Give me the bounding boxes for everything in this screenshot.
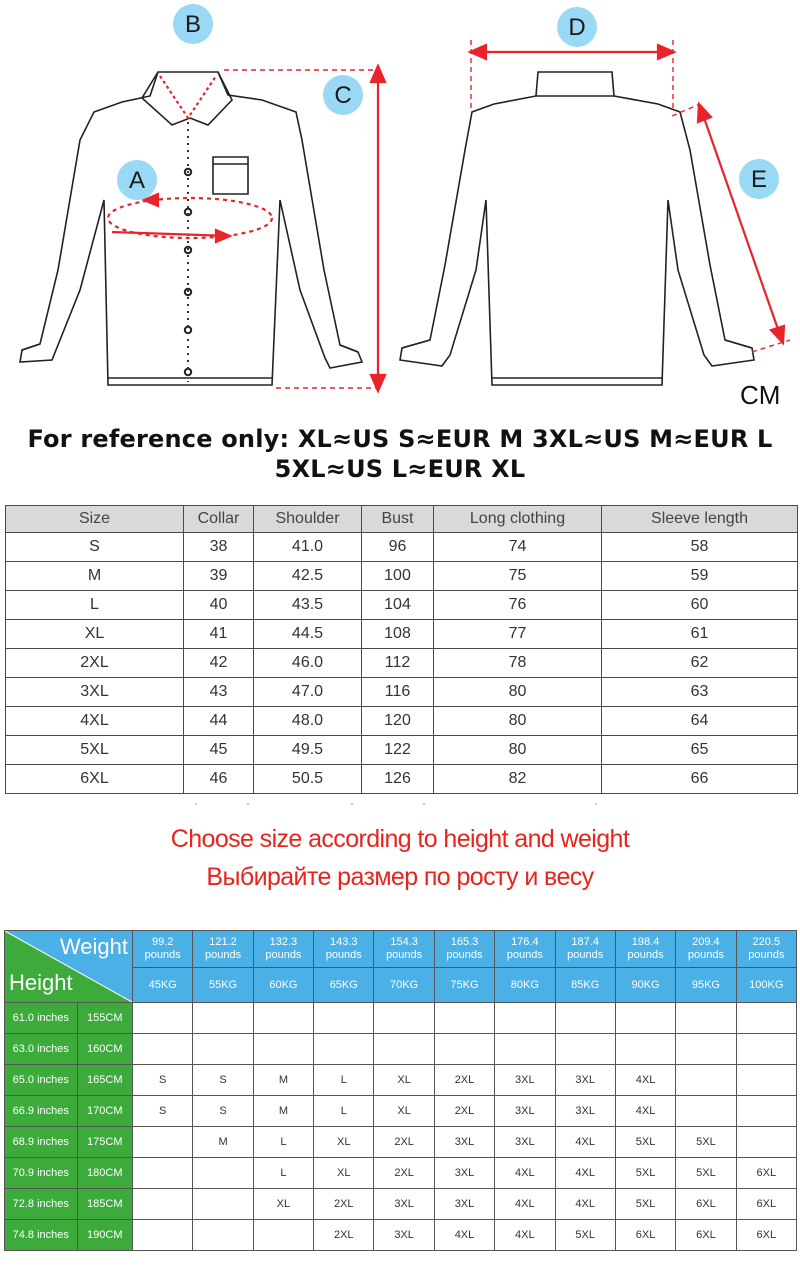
- table-cell: 59: [602, 562, 798, 591]
- pounds-value: 209.4: [692, 936, 720, 948]
- table-cell: 100: [362, 562, 434, 591]
- size-cell: [676, 1096, 736, 1127]
- col-header-size: Size: [6, 506, 184, 533]
- table-cell: 122: [362, 736, 434, 765]
- size-cell: [736, 1096, 796, 1127]
- marker-a: [117, 160, 157, 200]
- height-cm-cell: 170CM: [77, 1096, 132, 1127]
- height-inches-cell: 72.8 inches: [5, 1189, 78, 1220]
- table-cell: 41: [184, 620, 254, 649]
- table-row: [5, 1189, 797, 1220]
- table-cell: 61: [602, 620, 798, 649]
- size-cell: [555, 1003, 615, 1034]
- weight-kg-cell: 85KG: [555, 968, 615, 1003]
- size-cell: 3XL: [374, 1189, 434, 1220]
- table-row: [5, 1065, 797, 1096]
- pounds-unit: pounds: [446, 949, 483, 961]
- height-weight-table: [4, 930, 797, 1251]
- table-cell: 108: [362, 620, 434, 649]
- size-cell: 4XL: [555, 1158, 615, 1189]
- size-cell: S: [133, 1096, 193, 1127]
- height-cm-cell: 165CM: [77, 1065, 132, 1096]
- size-cell: [434, 1003, 494, 1034]
- table-cell: 4XL: [6, 707, 184, 736]
- size-cell: M: [253, 1096, 313, 1127]
- marker-d: [557, 7, 597, 47]
- table-row: [6, 707, 798, 736]
- table-row: [5, 1127, 797, 1158]
- size-cell: [193, 1189, 253, 1220]
- pounds-unit: pounds: [687, 949, 724, 961]
- height-label: Height: [9, 970, 73, 995]
- pounds-unit: pounds: [325, 949, 362, 961]
- size-cell: [615, 1034, 675, 1065]
- size-cell: XL: [374, 1096, 434, 1127]
- table-cell: 49.5: [254, 736, 362, 765]
- col-header-sleeve-length: Sleeve length: [602, 506, 798, 533]
- size-cell: [193, 1158, 253, 1189]
- height-inches-cell: 74.8 inches: [5, 1220, 78, 1251]
- size-cell: 4XL: [495, 1158, 555, 1189]
- table-cell: 112: [362, 649, 434, 678]
- table-cell: 120: [362, 707, 434, 736]
- size-cell: [736, 1127, 796, 1158]
- size-cell: XL: [314, 1127, 374, 1158]
- svg-text:B: B: [184, 11, 202, 38]
- height-inches-cell: 66.9 inches: [5, 1096, 78, 1127]
- size-cell: [133, 1003, 193, 1034]
- pounds-unit: pounds: [144, 949, 181, 961]
- col-header-collar: Collar: [184, 506, 254, 533]
- height-inches-cell: 70.9 inches: [5, 1158, 78, 1189]
- table-row: [6, 591, 798, 620]
- size-cell: [133, 1127, 193, 1158]
- pounds-value: 187.4: [571, 936, 599, 948]
- size-cell: 5XL: [615, 1127, 675, 1158]
- table-cell: 75: [434, 562, 602, 591]
- size-cell: 3XL: [434, 1127, 494, 1158]
- pounds-value: 132.3: [269, 936, 298, 948]
- pounds-value: 220.5: [752, 936, 781, 948]
- pounds-unit: pounds: [506, 949, 543, 961]
- size-cell: XL: [314, 1158, 374, 1189]
- table-corner: [5, 931, 133, 1003]
- size-cell: [253, 1220, 313, 1251]
- pounds-value: 121.2: [209, 936, 237, 948]
- table-row: [5, 1003, 797, 1034]
- table-cell: XL: [6, 620, 184, 649]
- table-cell: 3XL: [6, 678, 184, 707]
- pounds-value: 154.3: [390, 936, 418, 948]
- marker-e: [739, 159, 779, 199]
- size-cell: [133, 1220, 193, 1251]
- col-header-long-clothing: Long clothing: [434, 506, 602, 533]
- table-cell: 43: [184, 678, 254, 707]
- weight-kg-cell: 80KG: [495, 968, 555, 1003]
- size-cell: 6XL: [676, 1220, 736, 1251]
- size-cell: 2XL: [374, 1158, 434, 1189]
- choose-size-heading: Choose size according to height and weight: [170, 825, 630, 853]
- size-cell: 5XL: [555, 1220, 615, 1251]
- size-cell: 5XL: [615, 1189, 675, 1220]
- size-cell: [434, 1034, 494, 1065]
- size-cell: [495, 1003, 555, 1034]
- size-cell: 4XL: [555, 1127, 615, 1158]
- height-inches-cell: 63.0 inches: [5, 1034, 78, 1065]
- table-cell: 126: [362, 765, 434, 794]
- pounds-value: 99.2: [151, 936, 174, 948]
- weight-kg-cell: 75KG: [434, 968, 494, 1003]
- table-row: [5, 1096, 797, 1127]
- weight-kg-cell: 70KG: [374, 968, 434, 1003]
- marker-c: [323, 75, 363, 115]
- table-cell: 77: [434, 620, 602, 649]
- pounds-unit: pounds: [748, 949, 785, 961]
- height-inches-cell: 68.9 inches: [5, 1127, 78, 1158]
- table-cell: 47.0: [254, 678, 362, 707]
- table-cell: S: [6, 533, 184, 562]
- height-cm-cell: 180CM: [77, 1158, 132, 1189]
- size-cell: [374, 1003, 434, 1034]
- size-cell: 3XL: [495, 1096, 555, 1127]
- height-cm-cell: 190CM: [77, 1220, 132, 1251]
- table-row: [5, 1220, 797, 1251]
- table-row: [5, 1158, 797, 1189]
- table-cell: 66: [602, 765, 798, 794]
- size-cell: 4XL: [615, 1065, 675, 1096]
- size-cell: 4XL: [615, 1096, 675, 1127]
- weight-pounds-cell: [555, 931, 615, 968]
- size-reference-line-2: 5XL≈US L≈EUR XL: [274, 455, 526, 483]
- weight-pounds-cell: [615, 931, 675, 968]
- table-cell: 2XL: [6, 649, 184, 678]
- table-cell: 45: [184, 736, 254, 765]
- table-cell: 80: [434, 678, 602, 707]
- height-cm-cell: 155CM: [77, 1003, 132, 1034]
- size-cell: [253, 1034, 313, 1065]
- size-cell: S: [193, 1065, 253, 1096]
- pounds-unit: pounds: [627, 949, 664, 961]
- size-cell: 6XL: [615, 1220, 675, 1251]
- size-cell: 4XL: [434, 1220, 494, 1251]
- size-cell: [676, 1003, 736, 1034]
- table-cell: 78: [434, 649, 602, 678]
- size-cell: 6XL: [676, 1189, 736, 1220]
- pounds-unit: pounds: [567, 949, 604, 961]
- pounds-value: 143.3: [329, 936, 358, 948]
- weight-pounds-cell: [736, 931, 796, 968]
- size-cell: 5XL: [676, 1127, 736, 1158]
- table-cell: 76: [434, 591, 602, 620]
- table-cell: 60: [602, 591, 798, 620]
- size-cell: 3XL: [434, 1189, 494, 1220]
- table-cell: 104: [362, 591, 434, 620]
- size-cell: S: [133, 1065, 193, 1096]
- table-cell: 42.5: [254, 562, 362, 591]
- size-cell: 6XL: [736, 1220, 796, 1251]
- size-cell: [253, 1003, 313, 1034]
- size-cell: [615, 1003, 675, 1034]
- table-cell: 82: [434, 765, 602, 794]
- size-cell: [736, 1034, 796, 1065]
- size-cell: 3XL: [495, 1127, 555, 1158]
- shirt-measurement-diagram: [0, 0, 800, 420]
- measurement-arrows: [108, 40, 790, 391]
- size-reference-line-1: For reference only: XL≈US S≈EUR M 3XL≈US M≈EUR L: [27, 425, 773, 453]
- weight-kg-cell: 60KG: [253, 968, 313, 1003]
- size-cell: [374, 1034, 434, 1065]
- table-cell: 42: [184, 649, 254, 678]
- table-cell: 64: [602, 707, 798, 736]
- size-cell: [314, 1003, 374, 1034]
- pounds-value: 176.4: [511, 936, 539, 948]
- weight-kg-cell: 65KG: [314, 968, 374, 1003]
- table-cell: 6XL: [6, 765, 184, 794]
- weight-pounds-cell: [253, 931, 313, 968]
- table-cell: 58: [602, 533, 798, 562]
- size-cell: [133, 1189, 193, 1220]
- weight-pounds-cell: [133, 931, 193, 968]
- weight-pounds-cell: [193, 931, 253, 968]
- size-cell: XL: [253, 1189, 313, 1220]
- table-row: [6, 562, 798, 591]
- size-cell: 6XL: [736, 1189, 796, 1220]
- size-cell: 5XL: [676, 1158, 736, 1189]
- table-cell: 43.5: [254, 591, 362, 620]
- table-cell: 50.5: [254, 765, 362, 794]
- unit-label: CM: [740, 380, 781, 410]
- weight-kg-cell: 100KG: [736, 968, 796, 1003]
- size-cell: L: [253, 1127, 313, 1158]
- height-cm-cell: 160CM: [77, 1034, 132, 1065]
- size-table: [5, 505, 798, 794]
- size-cell: 2XL: [314, 1189, 374, 1220]
- table-cell: 38: [184, 533, 254, 562]
- weight-pounds-cell: [495, 931, 555, 968]
- size-cell: M: [253, 1065, 313, 1096]
- size-cell: 4XL: [495, 1189, 555, 1220]
- table-cell: 44: [184, 707, 254, 736]
- height-inches-cell: 61.0 inches: [5, 1003, 78, 1034]
- size-cell: 3XL: [495, 1065, 555, 1096]
- size-cell: 2XL: [374, 1127, 434, 1158]
- table-cell: 80: [434, 736, 602, 765]
- size-cell: [555, 1034, 615, 1065]
- table-row: [6, 533, 798, 562]
- size-cell: 2XL: [434, 1065, 494, 1096]
- svg-text:A: A: [128, 167, 146, 194]
- size-cell: [133, 1158, 193, 1189]
- table-row: [6, 736, 798, 765]
- size-cell: [495, 1034, 555, 1065]
- size-cell: [133, 1034, 193, 1065]
- size-cell: [314, 1034, 374, 1065]
- table-cell: 40: [184, 591, 254, 620]
- size-cell: 6XL: [736, 1158, 796, 1189]
- size-cell: 5XL: [615, 1158, 675, 1189]
- table-cell: M: [6, 562, 184, 591]
- table-cell: 116: [362, 678, 434, 707]
- table-row: [6, 649, 798, 678]
- svg-text:D: D: [568, 14, 586, 41]
- pounds-unit: pounds: [204, 949, 242, 961]
- size-cell: 2XL: [314, 1220, 374, 1251]
- pounds-value: 198.4: [631, 936, 660, 948]
- table-cell: 41.0: [254, 533, 362, 562]
- size-cell: M: [193, 1127, 253, 1158]
- size-cell: 3XL: [374, 1220, 434, 1251]
- weight-pounds-cell: [434, 931, 494, 968]
- size-cell: [193, 1034, 253, 1065]
- table-cell: 96: [362, 533, 434, 562]
- table-cell: 5XL: [6, 736, 184, 765]
- table-row: [6, 620, 798, 649]
- table-cell: 46.0: [254, 649, 362, 678]
- table-cell: L: [6, 591, 184, 620]
- shirt-front-illustration: [20, 72, 362, 385]
- table-cell: 63: [602, 678, 798, 707]
- marker-b: [173, 4, 213, 44]
- size-cell: [676, 1034, 736, 1065]
- pounds-value: 165.3: [450, 936, 479, 948]
- svg-text:C: C: [334, 82, 352, 109]
- table-cell: 65: [602, 736, 798, 765]
- height-cm-cell: 185CM: [77, 1189, 132, 1220]
- size-cell: 3XL: [555, 1065, 615, 1096]
- size-cell: [736, 1003, 796, 1034]
- svg-text:E: E: [750, 166, 768, 193]
- size-cell: [193, 1003, 253, 1034]
- weight-label: Weight: [59, 934, 128, 959]
- size-cell: 3XL: [555, 1096, 615, 1127]
- weight-pounds-row: [5, 931, 797, 968]
- size-cell: XL: [374, 1065, 434, 1096]
- table-cell: 39: [184, 562, 254, 591]
- pounds-unit: pounds: [265, 949, 302, 961]
- weight-kg-cell: 55KG: [193, 968, 253, 1003]
- table-cell: 44.5: [254, 620, 362, 649]
- size-cell: 3XL: [434, 1158, 494, 1189]
- size-cell: L: [314, 1096, 374, 1127]
- divider-dots: [0, 800, 800, 808]
- table-row: [6, 678, 798, 707]
- size-cell: 4XL: [555, 1189, 615, 1220]
- table-cell: 62: [602, 649, 798, 678]
- size-table-header-row: [6, 506, 798, 533]
- table-cell: 74: [434, 533, 602, 562]
- weight-kg-cell: 45KG: [133, 968, 193, 1003]
- size-cell: S: [193, 1096, 253, 1127]
- size-cell: L: [314, 1065, 374, 1096]
- choose-size-heading-ru: Выбирайте размер по росту и весу: [206, 863, 594, 891]
- size-cell: 4XL: [495, 1220, 555, 1251]
- height-cm-cell: 175CM: [77, 1127, 132, 1158]
- size-cell: [736, 1065, 796, 1096]
- size-cell: [676, 1065, 736, 1096]
- col-header-shoulder: Shoulder: [254, 506, 362, 533]
- weight-pounds-cell: [374, 931, 434, 968]
- weight-kg-cell: 95KG: [676, 968, 736, 1003]
- weight-pounds-cell: [676, 931, 736, 968]
- table-row: [5, 1034, 797, 1065]
- table-cell: 48.0: [254, 707, 362, 736]
- table-row: [6, 765, 798, 794]
- weight-kg-cell: 90KG: [615, 968, 675, 1003]
- col-header-bust: Bust: [362, 506, 434, 533]
- table-cell: 80: [434, 707, 602, 736]
- height-inches-cell: 65.0 inches: [5, 1065, 78, 1096]
- size-cell: L: [253, 1158, 313, 1189]
- size-cell: 2XL: [434, 1096, 494, 1127]
- pounds-unit: pounds: [386, 949, 423, 961]
- weight-pounds-cell: [314, 931, 374, 968]
- table-cell: 46: [184, 765, 254, 794]
- size-cell: [193, 1220, 253, 1251]
